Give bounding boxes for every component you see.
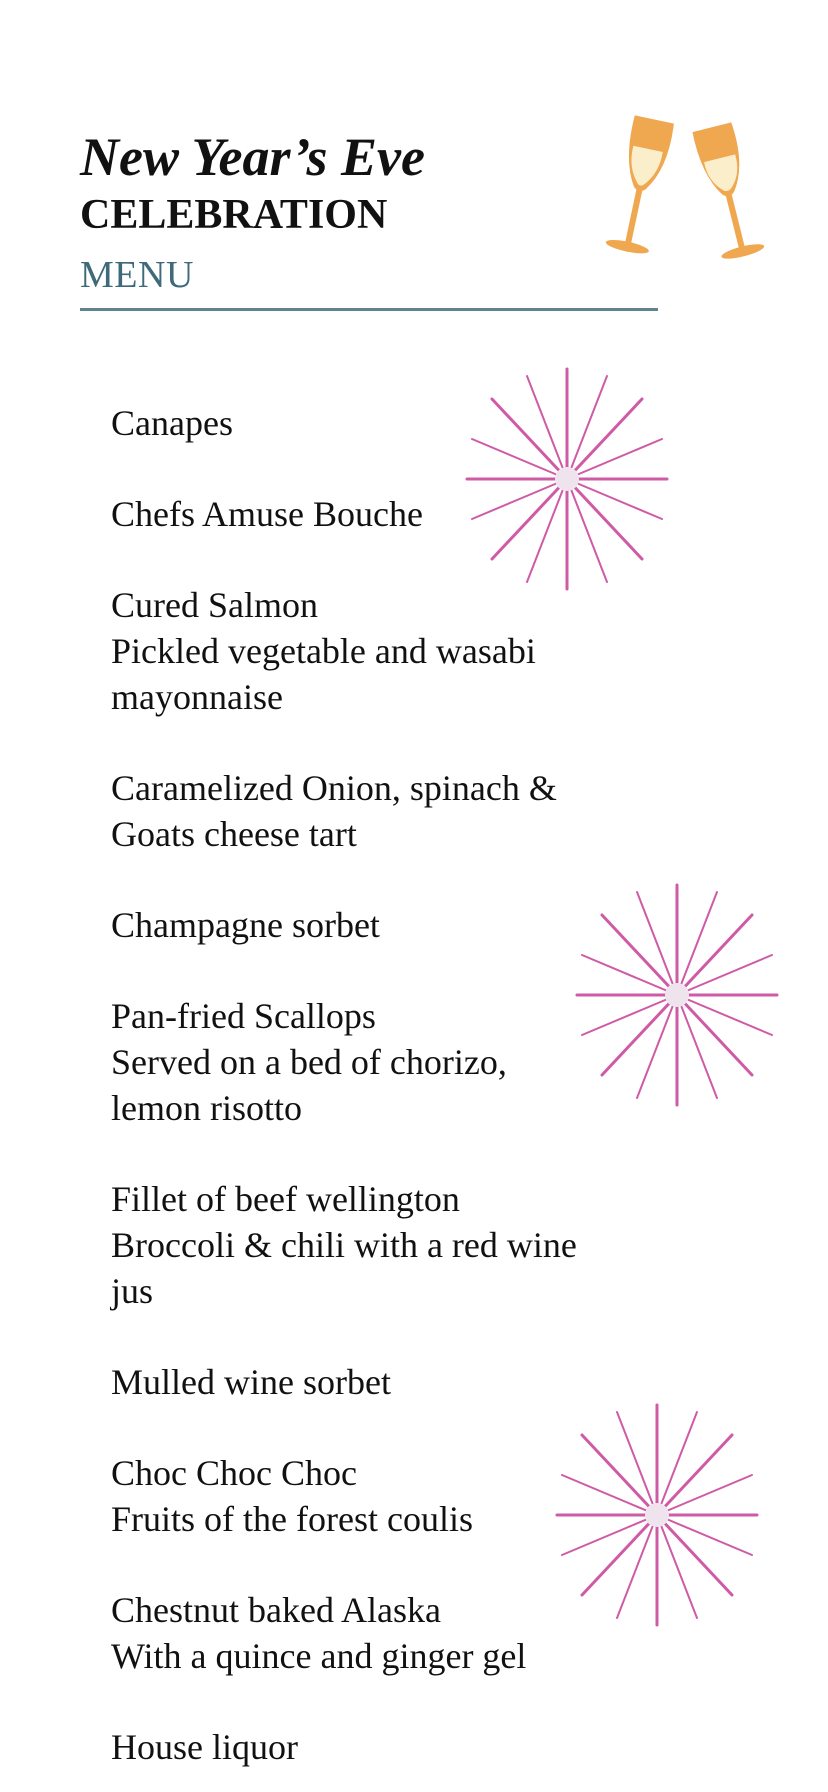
menu-item [111,400,671,446]
menu-item-description: jus [111,1271,154,1311]
menu-item-description: Fruits of the forest coulis [111,1499,473,1539]
champagne-glasses-icon [592,108,768,276]
menu-item-name: Caramelized Onion, spinach & [111,768,557,808]
title-celebration: CELEBRATION [80,192,388,238]
menu-item-description: With a quince and ginger gel [111,1636,527,1676]
menu-item-name: Cured Salmon [111,585,318,625]
menu-item-name: Canapes [111,403,233,443]
menu-item [111,1587,671,1679]
menu-item [111,1359,671,1405]
menu-item-name: Pan-fried Scallops [111,996,376,1036]
menu-item-name: Chefs Amuse Bouche [111,494,423,534]
menu-item-name: Chestnut baked Alaska [111,1590,441,1630]
menu-item [111,765,671,857]
menu-item [111,1176,671,1314]
menu-item-description: Goats cheese tart [111,814,357,854]
menu-item [111,582,671,720]
menu-items-list [111,400,671,1770]
title-new-years-eve: New Year’s Eve [80,127,425,187]
menu-item-name: Champagne sorbet [111,905,380,945]
menu-item [111,993,671,1131]
menu-divider [80,308,658,311]
menu-item-name: Choc Choc Choc [111,1453,357,1493]
menu-item [111,491,671,537]
menu-item-description: Broccoli & chili with a red wine [111,1225,577,1265]
menu-item-name: Mulled wine sorbet [111,1362,391,1402]
menu-item [111,1724,671,1770]
menu-item-name: House liquor [111,1727,298,1767]
menu-item-description: Pickled vegetable and wasabi [111,631,536,671]
menu-item-description: lemon risotto [111,1088,302,1128]
menu-item-description: Served on a bed of chorizo, [111,1042,507,1082]
menu-label: MENU [80,254,194,296]
menu-item [111,1450,671,1542]
menu-item-name: Fillet of beef wellington [111,1179,460,1219]
menu-item-description: mayonnaise [111,677,283,717]
menu-item [111,902,671,948]
menu-header [80,127,660,296]
